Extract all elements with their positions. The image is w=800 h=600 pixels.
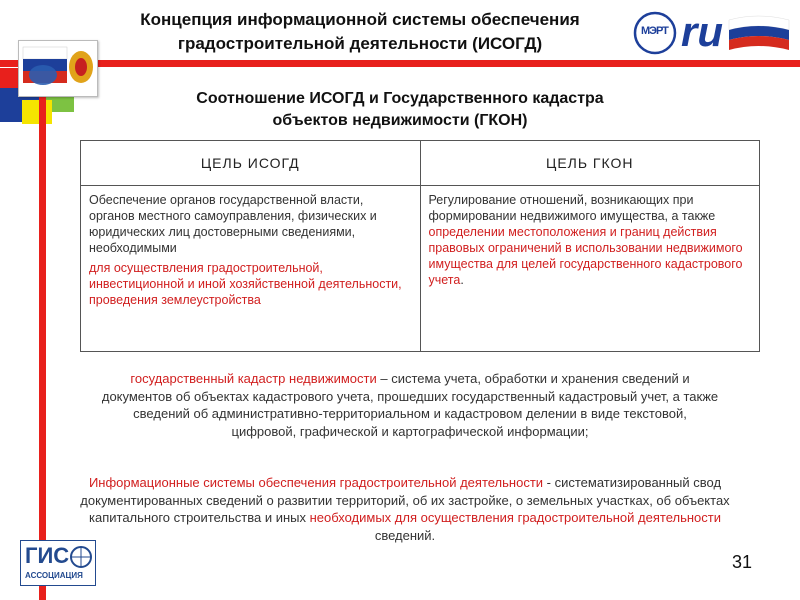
gis-logo-main: ГИС bbox=[25, 543, 70, 568]
cadastre-term: государственный кадастр недвижимости bbox=[130, 371, 377, 386]
gis-logo-sub: АССОЦИАЦИЯ bbox=[25, 571, 83, 580]
gis-association-logo bbox=[20, 540, 96, 586]
title-line-2: градостроительной деятельности (ИСОГД) bbox=[177, 34, 543, 53]
title-line-1: Концепция информационной системы обеспечения bbox=[140, 10, 580, 29]
isogd-goal-cell bbox=[81, 186, 421, 352]
section-subtitle bbox=[100, 88, 700, 132]
page-number: 31 bbox=[731, 552, 752, 572]
mert-ru-logo bbox=[633, 8, 793, 58]
logo-emblem-text: МЭРТ bbox=[641, 25, 668, 37]
table-header-isogd: ЦЕЛЬ ИСОГД bbox=[81, 141, 421, 186]
table-header-gkon: ЦЕЛЬ ГКОН bbox=[420, 141, 760, 186]
deco-square-yellow bbox=[22, 100, 52, 124]
isogd-goal-text: Обеспечение органов государственной власти, органов местного самоуправления, физических и юридических лиц достоверными сведениями, необходимыми bbox=[89, 193, 377, 255]
isogd-goal-highlight: для осуществления градостроительной, инвестиционной и иной хозяйственной деятельности, проведения землеустройства bbox=[89, 261, 402, 307]
isogd-definition-end: сведений. bbox=[374, 527, 436, 543]
header-red-bar bbox=[0, 60, 800, 67]
gkon-goal-text: Регулирование отношений, возникающих при формировании недвижимого имущества, а также bbox=[428, 193, 716, 223]
cadastre-definition-text: – система учета, обработки и хранения сведений и документов об объектах кадастрового учета, прошедших государственный кадастровый учет, а также сведений об административно-территориальном и кадастровом делении в виде текстовой, цифровой, графической и картографической информации; bbox=[101, 371, 719, 439]
page-title bbox=[80, 8, 640, 56]
gkon-goal-highlight: определении местоположения и границ действия правовых ограничений в использовании недвижимого имущества для целей государственного кадастрового учета bbox=[428, 225, 743, 287]
comparison-table bbox=[80, 140, 760, 352]
gkon-goal-cell bbox=[420, 186, 760, 352]
logo-ru-text: ru bbox=[681, 8, 723, 55]
isogd-definition-text: - систематизированный свод документированных сведений о развитии территорий, об их застройке, о земельных участках, об объектах капитального строительства и иных bbox=[80, 475, 730, 525]
subtitle-line-2: объектов недвижимости (ГКОН) bbox=[272, 112, 528, 129]
isogd-definition bbox=[80, 474, 730, 544]
left-red-bar bbox=[39, 62, 46, 600]
isogd-term: Информационные системы обеспечения градостроительной деятельности bbox=[88, 475, 544, 490]
isogd-definition-highlight: необходимых для осуществления градостроительной деятельности bbox=[309, 510, 721, 525]
cadastre-definition bbox=[100, 370, 720, 440]
subtitle-line-1: Соотношение ИСОГД и Государственного кадастра bbox=[196, 90, 604, 107]
gkon-goal-end: . bbox=[460, 273, 464, 287]
